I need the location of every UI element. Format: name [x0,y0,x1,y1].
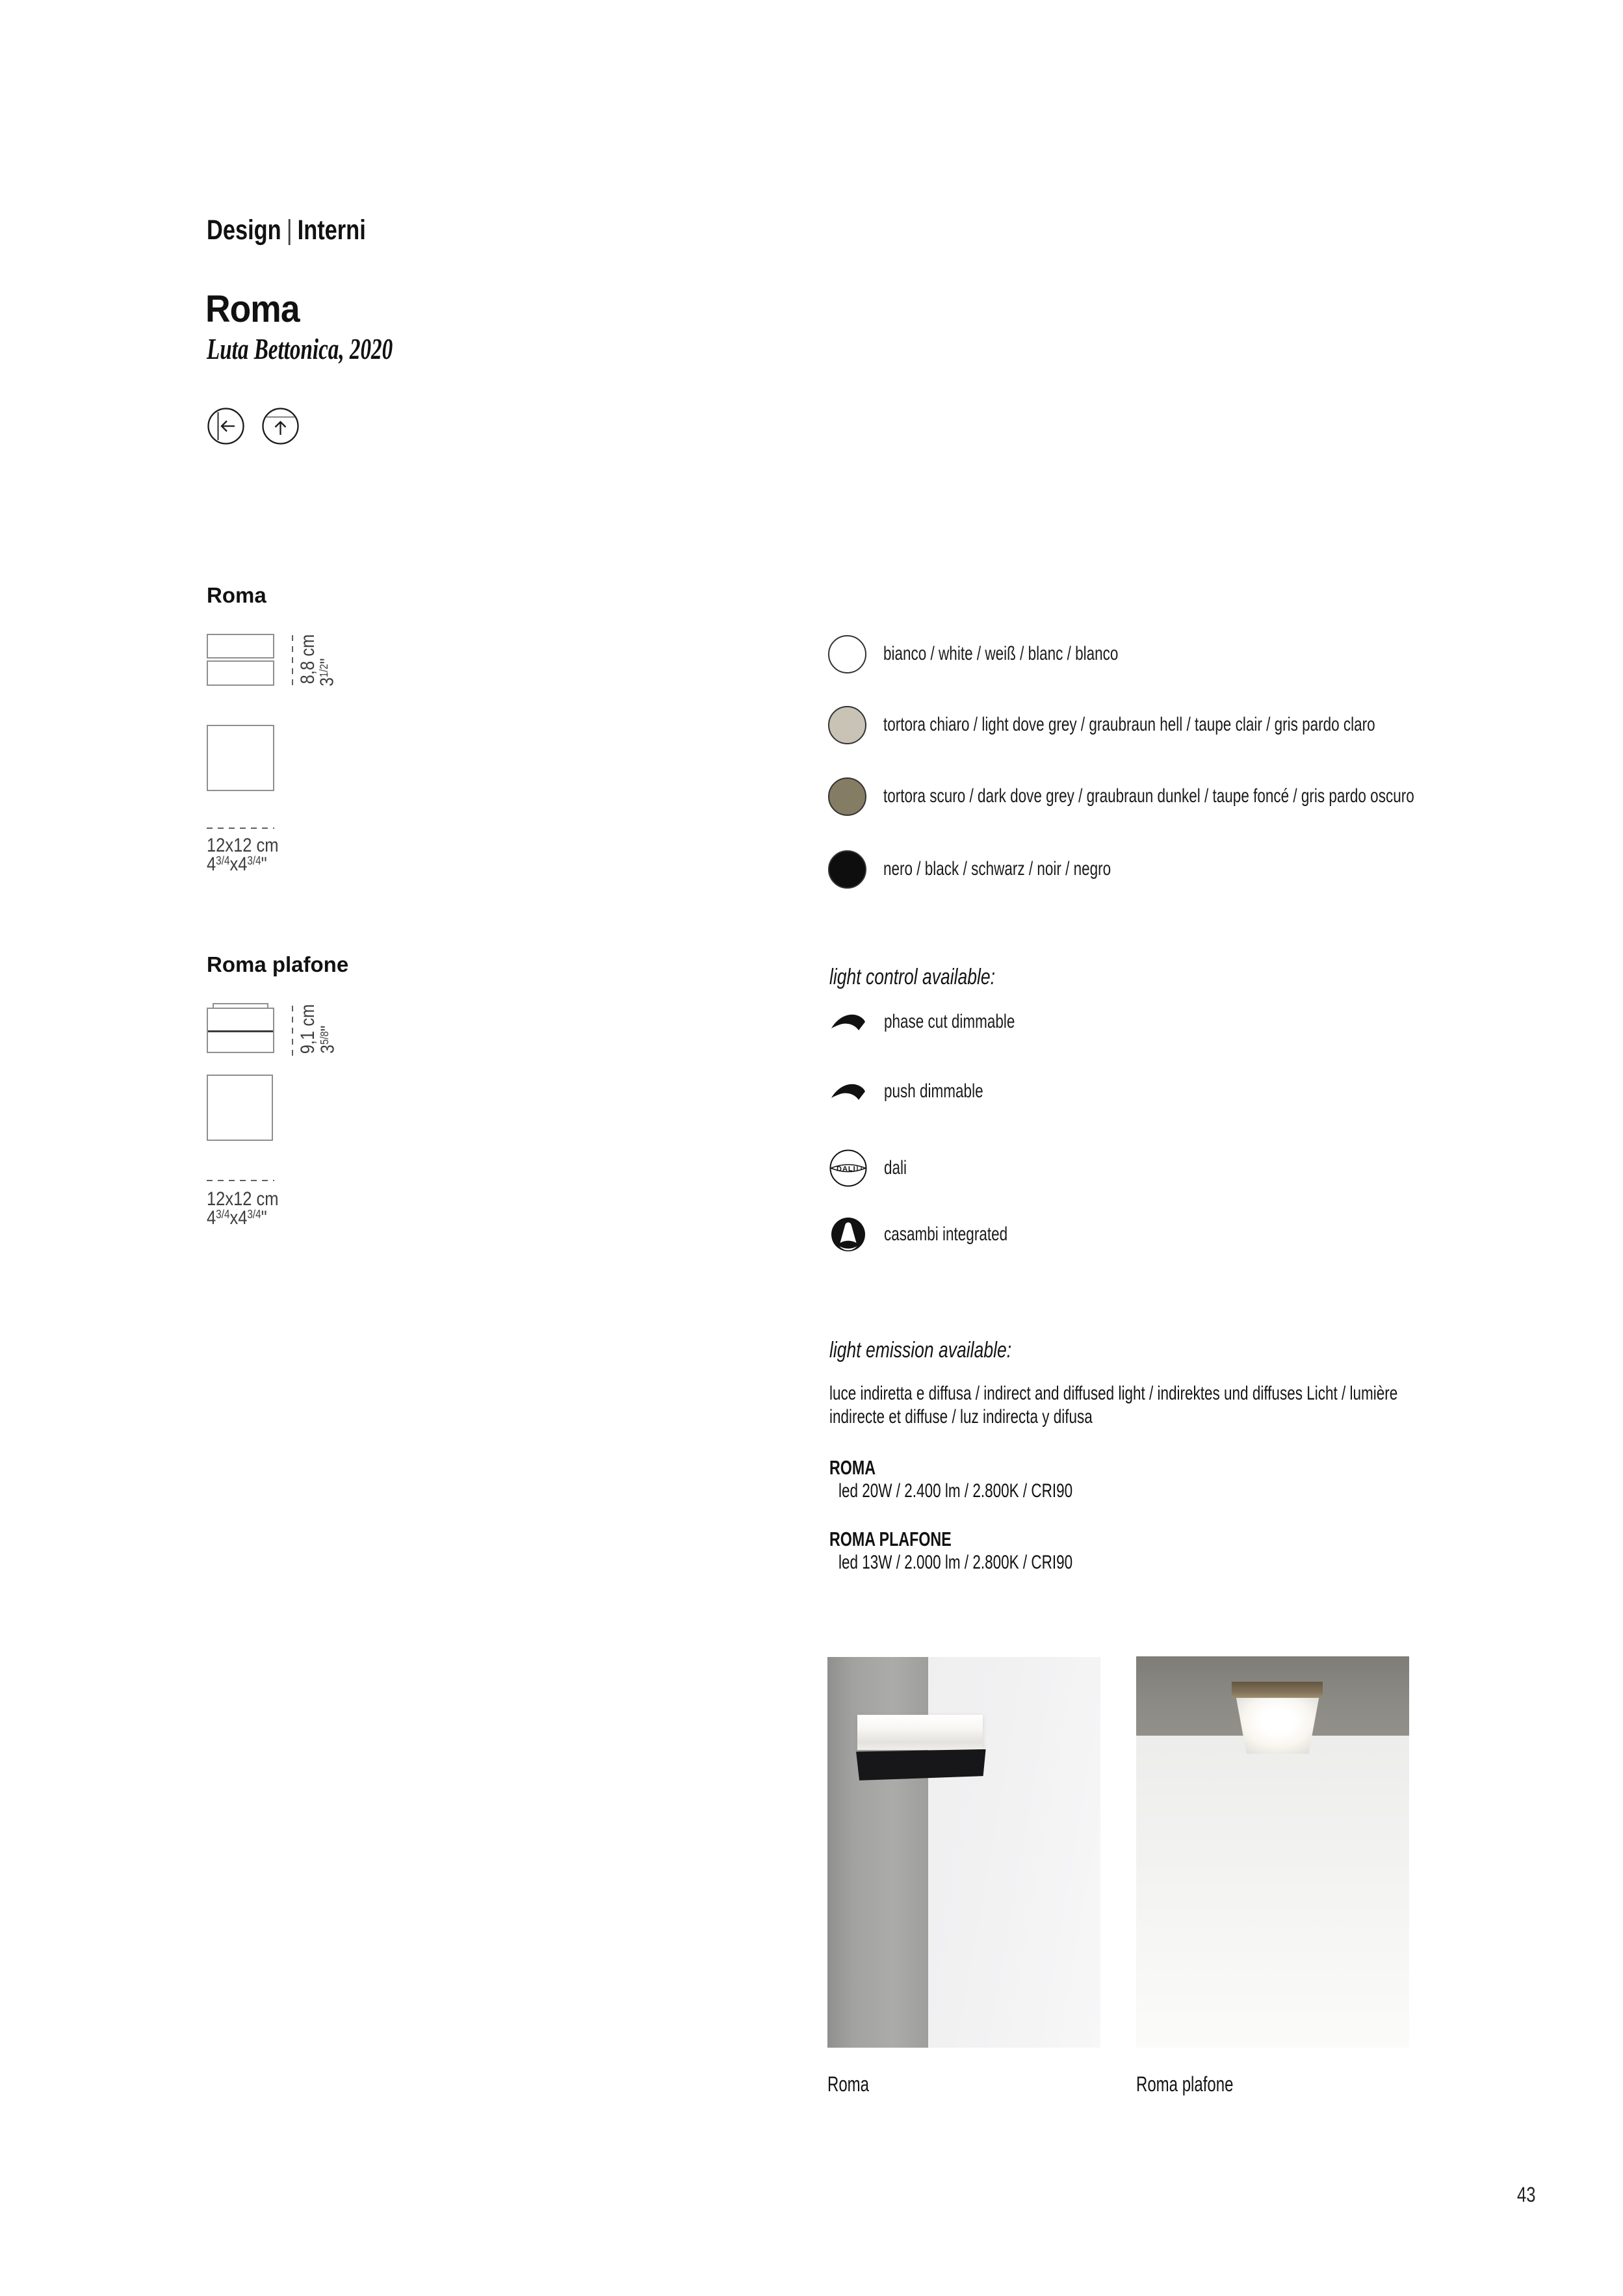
light-control-row [828,1002,1058,1042]
masthead-separator: | [286,215,292,246]
plafone-footprint-imperial: $4^{3/4}x4^{3/4}$" [207,1207,267,1229]
photo-roma-wall-lamp [827,1657,1100,2048]
light-control-heading: light control available: [829,965,996,989]
roma-height-dimension-line [292,635,293,688]
finish-swatch-white [828,635,866,673]
svg-text:DALI: DALI [837,1165,856,1173]
finish-label: tortora chiaro / light dove grey / graubraun hell / taupe clair / gris pardo claro [883,714,1375,735]
roma-front-view-lower [207,660,274,686]
finish-label: bianco / white / weiß / blanc / blanco [883,643,1119,664]
plafone-plan-view [207,1075,273,1141]
light-control-label: push dimmable [884,1080,983,1102]
light-emission-heading: light emission available: [829,1338,1012,1363]
roma-footprint-dimension-line [207,828,274,829]
section-roma-heading: Roma [207,583,266,607]
masthead-section: Interni [297,215,366,246]
spec-model-roma: ROMA [829,1456,876,1479]
light-control-label: phase cut dimmable [884,1011,1015,1032]
plafone-body-divider [208,1030,273,1032]
plafone-height-dimension-line [292,1006,293,1056]
push-dimmer-icon [828,1081,868,1102]
spec-model-roma-plafone: ROMA PLAFONE [829,1528,952,1550]
spec-detail-roma-plafone: led 13W / 2.000 lm / 2.800K / CRI90 [838,1552,1073,1573]
plafone-footprint-dimension-line [207,1180,274,1181]
photo-lamp-bronze-cap [1232,1682,1323,1699]
photo-caption-roma: Roma [827,2072,870,2096]
roma-front-view-upper [207,634,274,659]
spec-detail-roma: led 20W / 2.400 lm / 2.800K / CRI90 [838,1480,1073,1502]
plafone-height-imperial: $3^{5/8}$" [317,1025,339,1054]
photo-lamp-black-base [856,1749,986,1781]
finish-swatch-black [828,850,866,889]
light-control-row [828,1071,1016,1112]
casambi-icon [828,1217,868,1252]
light-control-row [828,1214,1048,1255]
plafone-front-view [207,1008,274,1053]
wall-mount-icon [207,407,245,445]
photo-lamp-glowing-glass [1234,1698,1321,1754]
light-control-label: casambi integrated [884,1223,1008,1245]
page-title: Roma [205,288,300,330]
designer-credit: Luta Bettonica, 2020 [207,332,393,365]
finish-label: tortora scuro / dark dove grey / graubraun dunkel / taupe foncé / gris pardo oscuro [883,785,1414,807]
finish-row [828,705,1539,744]
masthead [207,215,406,246]
finish-swatch-dark-dove-grey [828,777,866,816]
photo-caption-roma-plafone: Roma plafone [1136,2072,1234,2096]
section-roma-plafone-heading: Roma plafone [207,952,349,976]
masthead-category: Design [207,215,281,246]
light-control-row [828,1148,915,1188]
plafone-footprint-metric: 12x12 cm [207,1188,279,1210]
photo-lamp-glass [857,1715,983,1750]
plafone-height-metric: 9,1 cm [297,1004,318,1054]
roma-plan-view [207,725,274,791]
roma-height-metric: 8,8 cm [297,634,318,685]
photo-roma-plafone-ceiling-lamp [1136,1656,1409,2048]
dali-icon [828,1149,868,1188]
roma-footprint-imperial: $4^{3/4}x4^{3/4}$" [207,854,267,875]
phase-cut-dimmer-icon [828,1011,868,1032]
ceiling-mount-icon [261,407,300,445]
finish-row [828,850,1187,889]
light-control-label: dali [884,1157,907,1179]
finish-swatch-light-dove-grey [828,706,866,744]
roma-footprint-metric: 12x12 cm [207,835,279,856]
light-emission-description: luce indiretta e diffusa / indirect and diffused light / indirektes und diffuses Licht / lumière indirecte et diffuse / luz indirecta y difusa [829,1383,1398,1428]
page-number: 43 [1517,2183,1536,2206]
finish-row [828,777,1591,816]
roma-height-imperial: $3^{1/2}$" [317,658,338,687]
finish-label: nero / black / schwarz / noir / negro [883,858,1111,880]
finish-row [828,634,1197,673]
